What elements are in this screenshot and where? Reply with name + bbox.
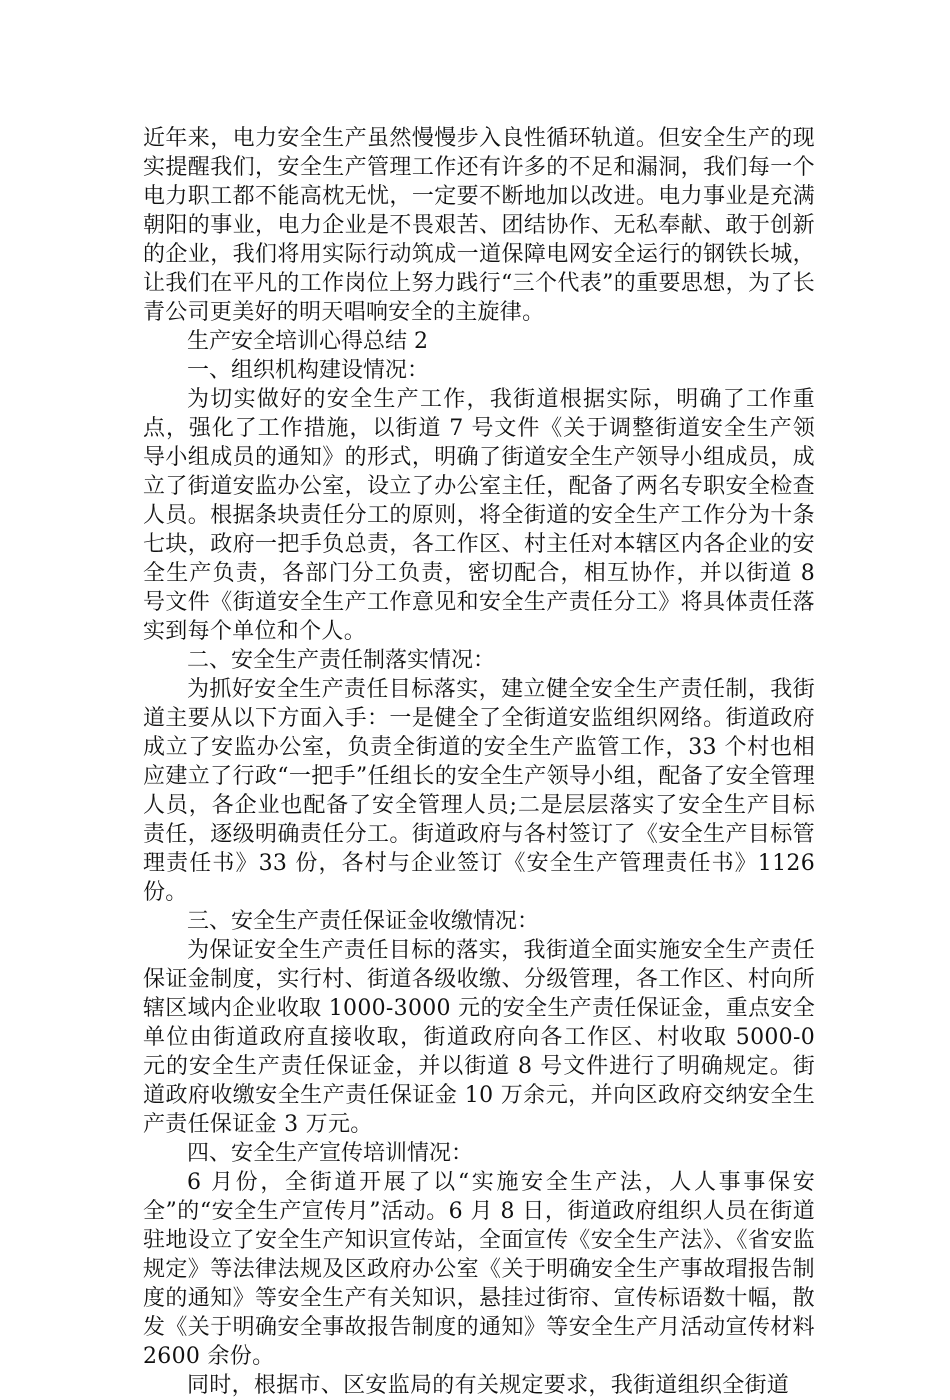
section-heading-2: 二、安全生产责任制落实情况：	[187, 648, 496, 673]
paragraph-intro: 近年来，电力安全生产虽然慢慢步入良性循环轨道。但安全生产的现实提醒我们，安全生产管理工作还有许多的不足和漏洞，我们每一个电力职工都不能高枕无忧，一定要不断地加以改进。电力事业是充满朝阳的事业，电力企业是不畏艰苦、团结协作、无私奉献、敢于创新的企业，我们将用实际行动筑成一道保障电网安全运行的钢铁长城，让我们在平凡的工作岗位上努力践行“三个代表”的重要思想，为了长青公司更美好的明天唱响安全的主旋律。	[143, 126, 815, 325]
section-heading-3: 三、安全生产责任保证金收缴情况：	[187, 909, 540, 934]
paragraph-section-1: 为切实做好的安全生产工作，我街道根据实际，明确了工作重点，强化了工作措施，以街道 7 号文件《关于调整街道安全生产领导小组成员的通知》的形式，明确了街道安全生产领导小组成员，成立了街道安监办公室，设立了办公室主任，配备了两名专职安全检查人员。根据条块责任分工的原则，将全街道的安全生产工作分为十条七块，政府一把手负总责，各工作区、村主任对本辖区内各企业的安全生产负责，各部门分工负责，密切配合，相互协作，并以街道 8 号文件《街道安全生产工作意见和安全生产责任分工》将具体责任落实到每个单位和个人。	[143, 387, 815, 644]
paragraph-section-3: 为保证安全生产责任目标的落实，我街道全面实施安全生产责任保证金制度，实行村、街道各级收缴、分级管理，各工作区、村向所辖区域内企业收取 1000-3000 元的安全生产责任保证金，重点安全单位由街道政府直接收取，街道政府向各工作区、村收取 5000-0 元的安全生产责任保证金，并以街道 8 号文件进行了明确规定。街道政府收缴安全生产责任保证金 10 万余元，并向区政府交纳安全生产责任保证金 3 万元。	[143, 938, 815, 1137]
document-subtitle: 生产安全培训心得总结 2	[187, 329, 428, 354]
paragraph-section-2: 为抓好安全生产责任目标落实，建立健全安全生产责任制，我街道主要从以下方面入手：一是健全了全街道安监组织网络。街道政府成立了安监办公室，负责全街道的安全生产监管工作，33 个村也相应建立了行政“一把手”任组长的安全生产领导小组，配备了安全管理人员，各企业也配备了安全管理人员;二是层层落实了安全生产目标责任，逐级明确责任分工。街道政府与各村签订了《安全生产目标管理责任书》33 份，各村与企业签订《安全生产管理责任书》1126 份。	[143, 677, 815, 905]
paragraph-continuation: 同时，根据市、区安监局的有关规定要求，我街道组织全街道	[187, 1373, 790, 1398]
document-page	[143, 124, 815, 1400]
paragraph-section-4: 6 月份，全街道开展了以“实施安全生产法，人人事事保安全”的“安全生产宣传月”活动。6 月 8 日，街道政府组织人员在街道驻地设立了安全生产知识宣传站，全面宣传《安全生产法》、《省安监规定》等法律法规及区政府办公室《关于明确安全生产事故瑁报告制度的通知》等安全生产有关知识，悬挂过街帘、宣传标语数十幅，散发《关于明确安全事故报告制度的通知》等安全生产月活动宣传材料 2600 余份。	[143, 1170, 815, 1369]
section-heading-4: 四、安全生产宣传培训情况：	[187, 1141, 474, 1166]
section-heading-1: 一、组织机构建设情况：	[187, 358, 430, 383]
